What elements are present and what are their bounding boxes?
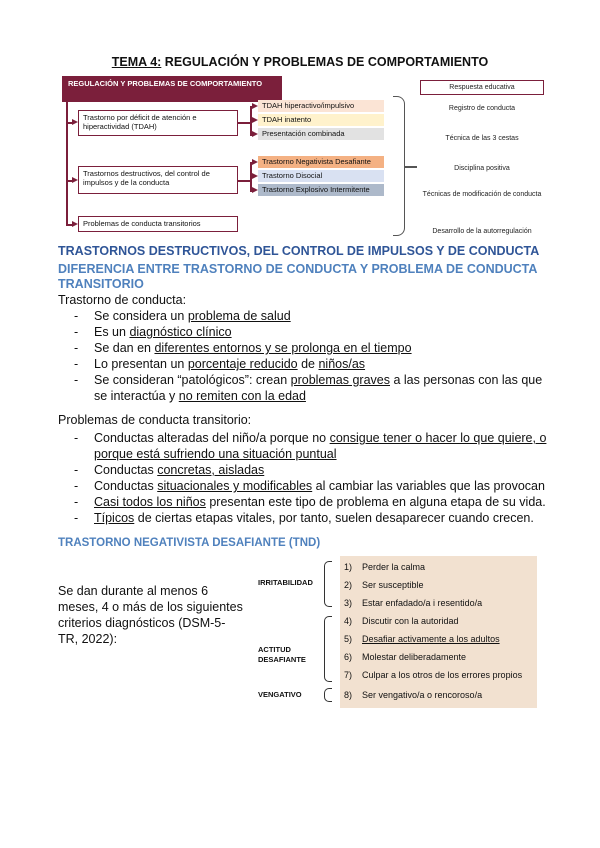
diagram-header: REGULACIÓN Y PROBLEMAS DE COMPORTAMIENTO xyxy=(62,76,282,102)
box-destructivos: Trastornos destructivos, del control de impulsos y de la conducta xyxy=(78,166,238,194)
criterion-6: 6) Molestar deliberadamente xyxy=(344,652,467,662)
box-tdah: Trastorno por déficit de atención e hiperactividad (TDAH) xyxy=(78,110,238,136)
chip-destructivos-3: Trastorno Explosivo Intermitente xyxy=(258,184,384,196)
connector xyxy=(238,122,250,124)
criterion-7: 7) Culpar a los otros de los errores propios xyxy=(344,670,523,680)
criterion-5: 5) Desafiar activamente a los adultos xyxy=(344,634,500,644)
chip-destructivos-2: Trastorno Disocial xyxy=(258,170,384,182)
criterion-4: 4) Discutir con la autoridad xyxy=(344,616,459,626)
chip-tdah-1: TDAH hiperactivo/impulsivo xyxy=(258,100,384,112)
category-actitud-desafiante: ACTITUD DESAFIANTE xyxy=(258,645,306,664)
right-item-1: Registro de conducta xyxy=(448,105,516,112)
list-item: - Es un diagnóstico clínico xyxy=(74,324,554,340)
title-rest: REGULACIÓN Y PROBLEMAS DE COMPORTAMIENTO xyxy=(161,55,489,69)
right-item-3: Disciplina positiva xyxy=(454,165,510,172)
list-item: - Lo presentan un porcentaje reducido de niños/as xyxy=(74,356,554,372)
section-heading: TRASTORNOS DESTRUCTIVOS, DEL CONTROL DE IMPULSOS Y DE CONDUCTA xyxy=(58,244,540,258)
chip-tdah-2: TDAH inatento xyxy=(258,114,384,126)
criterion-8: 8) Ser vengativo/a o rencoroso/a xyxy=(344,690,483,700)
right-header: Respuesta educativa xyxy=(420,80,544,95)
list-item: - Se considera un problema de salud xyxy=(74,308,554,324)
chip-tdah-3: Presentación combinada xyxy=(258,128,384,140)
problemas-list xyxy=(74,430,554,526)
list-item: - Conductas situacionales y modificables al cambiar las variables que las provocan xyxy=(74,478,554,494)
trastorno-label: Trastorno de conducta: xyxy=(58,293,187,307)
brace xyxy=(393,96,405,236)
criterion-2: 2) Ser susceptible xyxy=(344,580,424,590)
connector-trunk xyxy=(66,102,68,224)
page-title xyxy=(0,55,600,69)
criterion-1: 1) Perder la calma xyxy=(344,562,426,572)
trastorno-list xyxy=(74,308,554,404)
criterion-3: 3) Estar enfadado/a i resentido/a xyxy=(344,598,483,608)
list-item: - Se consideran “patológicos”: crean problemas graves a las personas con las que se interactúa y no remiten con la edad xyxy=(74,372,554,404)
concept-diagram xyxy=(60,76,550,244)
box-transitorios: Problemas de conducta transitorios xyxy=(78,216,238,232)
category-vengativo: VENGATIVO xyxy=(258,690,302,699)
section-subheading: DIFERENCIA ENTRE TRASTORNO DE CONDUCTA Y PROBLEMA DE CONDUCTA TRANSITORIO xyxy=(58,262,537,291)
criteria-text: Se dan durante al menos 6 meses, 4 o más de los siguientes criterios diagnósticos (DSM-5-TR, 2022): xyxy=(58,584,243,646)
list-item: - Conductas concretas, aisladas xyxy=(74,462,554,478)
brace-irritabilidad xyxy=(324,561,332,607)
chip-destructivos-1: Trastorno Negativista Desafiante xyxy=(258,156,384,168)
right-item-4: Técnicas de modificación de conducta xyxy=(422,191,542,198)
category-irritabilidad: IRRITABILIDAD xyxy=(258,578,313,587)
connector xyxy=(405,166,417,168)
list-item: - Se dan en diferentes entornos y se prolonga en el tiempo xyxy=(74,340,554,356)
brace-actitud xyxy=(324,616,332,682)
connector xyxy=(238,180,250,182)
list-item: - Típicos de ciertas etapas vitales, por tanto, suelen desaparecer cuando crecen. xyxy=(74,510,554,526)
list-item: - Conductas alteradas del niño/a porque no consigue tener o hacer lo que quiere, o porque está sufriendo una situación puntual xyxy=(74,430,554,462)
tnd-heading: TRASTORNO NEGATIVISTA DESAFIANTE (TND) xyxy=(58,537,321,549)
brace-vengativo xyxy=(324,688,332,702)
problemas-label: Problemas de conducta transitorio: xyxy=(58,413,252,427)
list-item: - Casi todos los niños presentan este tipo de problema en alguna etapa de su vida. xyxy=(74,494,554,510)
right-item-2: Técnica de las 3 cestas xyxy=(445,135,519,142)
right-item-5: Desarrollo de la autorregulación xyxy=(432,228,532,235)
title-prefix: TEMA 4: xyxy=(111,55,162,69)
